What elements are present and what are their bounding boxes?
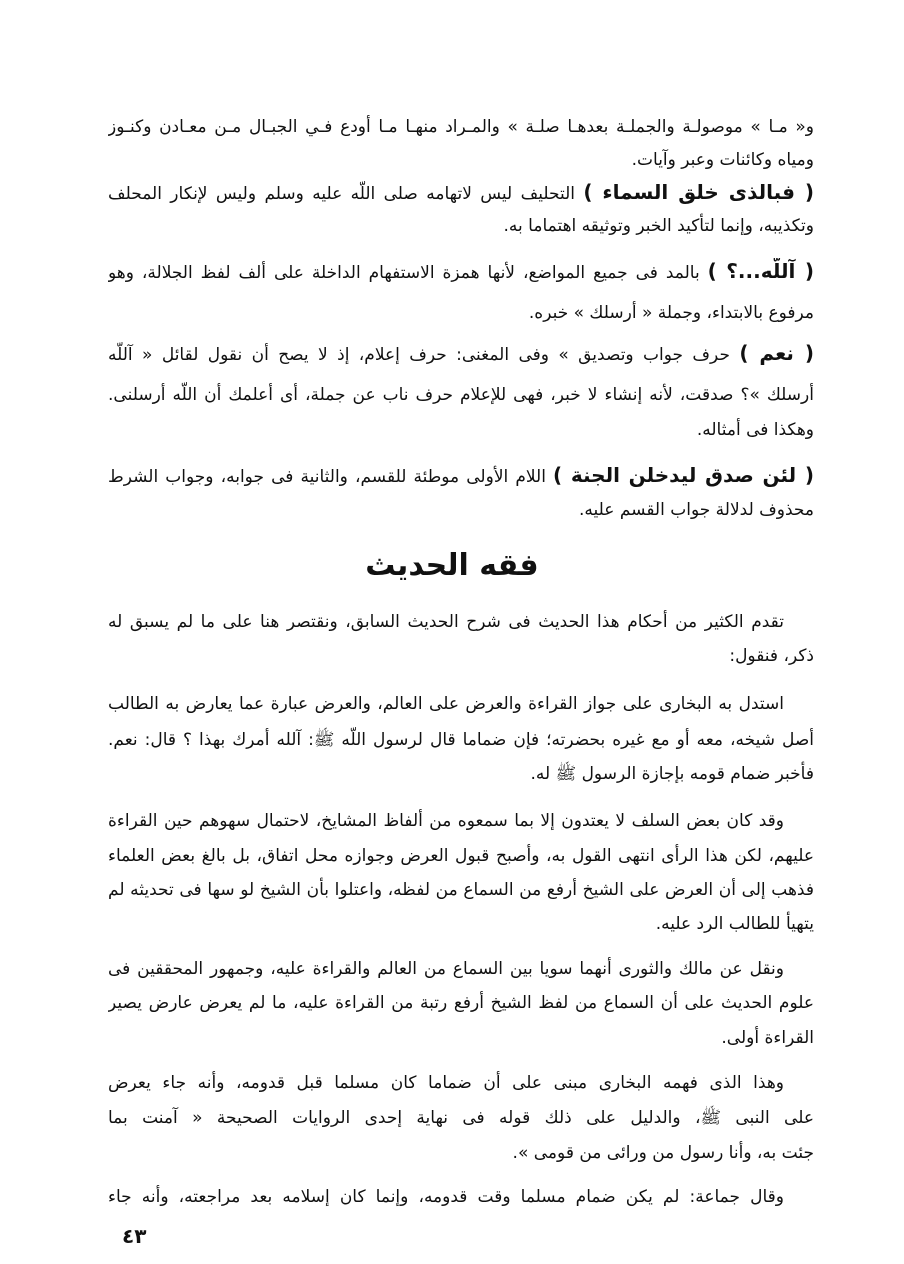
text-line	[108, 114, 814, 140]
text-line	[108, 956, 784, 982]
line-text: أصل شيخه، معه أو مع غيره بحضرته؛ فإن ضماما قال لرسول اللّه ﷺ: آلله أمرك بهذا ؟ قال: نعم.	[108, 730, 814, 750]
line-text: جئت به، وأنا رسول من ورائى من قومى ».	[512, 1143, 814, 1163]
line-text: وهكذا فى أمثاله.	[696, 420, 814, 440]
term-heading: ( نعم )	[739, 341, 814, 365]
term-heading: ( لئن صدق ليدخلن الجنة )	[553, 463, 814, 487]
text-line	[108, 417, 814, 443]
term-heading: ( آللّه...؟ )	[707, 259, 814, 283]
text-line	[108, 497, 814, 523]
line-text: بالمد فى جميع المواضع، لأنها همزة الاستفهام الداخلة على ألف لفظ الجلالة، وهو	[108, 263, 708, 283]
text-line	[108, 1070, 784, 1096]
text-line	[108, 691, 784, 717]
line-text: محذوف لدلالة جواب القسم عليه.	[579, 500, 814, 520]
text-line	[108, 609, 784, 635]
line-text: مرفوع بالابتداء، وجملة « أرسلك » خبره.	[528, 303, 814, 323]
line-text: اللام الأولى موطئة للقسم، والثانية فى جوابه، وجواب الشرط	[108, 467, 554, 487]
line-text: التحليف ليس لاتهامه صلى اللّه عليه وسلم وليس لإنكار المحلف	[108, 184, 584, 204]
text-line	[108, 258, 814, 284]
text-line	[108, 462, 814, 488]
line-text: حرف جواب وتصديق » وفى المغنى: حرف إعلام، إذ لا يصح أن نقول لقائل « آللّه	[108, 345, 740, 365]
text-line	[108, 643, 814, 669]
line-text: فذهب إلى أن العرض على الشيخ أرفع من السماع من لفظه، واعتلوا بأن الشيخ لو سها فى تحديثه لم	[108, 880, 814, 900]
line-text: على النبى ﷺ، والدليل على ذلك قوله فى نهاية إحدى الروايات الصحيحة « آمنت بما	[108, 1108, 814, 1128]
line-text: وهذا الذى فهمه البخارى مبنى على أن ضماما كان مسلما قبل قدومه، وأنه جاء يعرض	[108, 1073, 784, 1093]
line-text: فأخبر ضمام قومه بإجازة الرسول ﷺ له.	[530, 764, 814, 784]
text-line	[108, 340, 814, 366]
text-line	[108, 808, 784, 834]
line-text: أرسلك »؟ صدقت، لأنه إنشاء لا خبر، فهى للإعلام حرف ناب عن جملة، أى أعلمك أن اللّه أرسلنى.	[108, 385, 814, 405]
text-line	[108, 1105, 814, 1131]
text-line	[108, 1140, 814, 1166]
text-line	[108, 877, 814, 903]
term-heading: ( فبالذى خلق السماء )	[583, 180, 814, 204]
text-line	[108, 761, 814, 787]
text-line	[108, 179, 814, 205]
text-line	[108, 213, 814, 239]
section-title: فقه الحديث	[365, 548, 539, 583]
text-line	[108, 1025, 814, 1051]
line-text: تقدم الكثير من أحكام هذا الحديث فى شرح الحديث السابق، ونقتصر هنا على ما لم يسبق له	[108, 612, 784, 632]
text-line	[108, 727, 814, 753]
line-text: و« مـا » موصولـة والجملـة بعدهـا صلـة » والمـراد منهـا مـا أودع فـي الجبـال مـن معـادن وكنـوز	[108, 117, 814, 137]
text-line	[108, 147, 814, 173]
text-line	[108, 1184, 784, 1210]
line-text: عليهم، لكن هذا الرأى انتهى القول به، وأصبح قبول العرض وجوازه محل اتفاق، بل بالغ بعض العلماء	[108, 846, 814, 866]
line-text: ونقل عن مالك والثورى أنهما سويا بين السماع من العالم والقراءة عليه، وجمهور المحققين فى	[108, 959, 784, 979]
page-number: ٤٣	[122, 1224, 147, 1248]
line-text: ومياه وكائنات وعبر وآيات.	[631, 150, 814, 170]
line-text: وقال جماعة: لم يكن ضمام مسلما وقت قدومه، وإنما كان إسلامه بعد مراجعته، وأنه جاء	[108, 1187, 784, 1207]
line-text: ذكر، فنقول:	[729, 646, 814, 666]
line-text: وقد كان بعض السلف لا يعتدون إلا بما سمعوه من ألفاظ المشايخ، لاحتمال سهوهم حين القراءة	[108, 811, 784, 831]
text-line	[108, 990, 814, 1016]
text-line	[108, 300, 814, 326]
line-text: استدل به البخارى على جواز القراءة والعرض على العالم، والعرض عبارة عما يعارض به الطالب	[108, 694, 784, 714]
line-text: القراءة أولى.	[721, 1028, 814, 1048]
text-line	[108, 843, 814, 869]
line-text: وتكذيبه، وإنما لتأكيد الخبر وتوثيقه اهتماما به.	[503, 216, 814, 236]
text-line	[108, 382, 814, 408]
line-text: يتهيأ للطالب الرد عليه.	[655, 914, 814, 934]
text-line	[108, 911, 814, 937]
line-text: علوم الحديث على أن السماع من لفظ الشيخ أرفع رتبة من القراءة عليه، ما لم يعرض عارض يصير	[108, 993, 814, 1013]
